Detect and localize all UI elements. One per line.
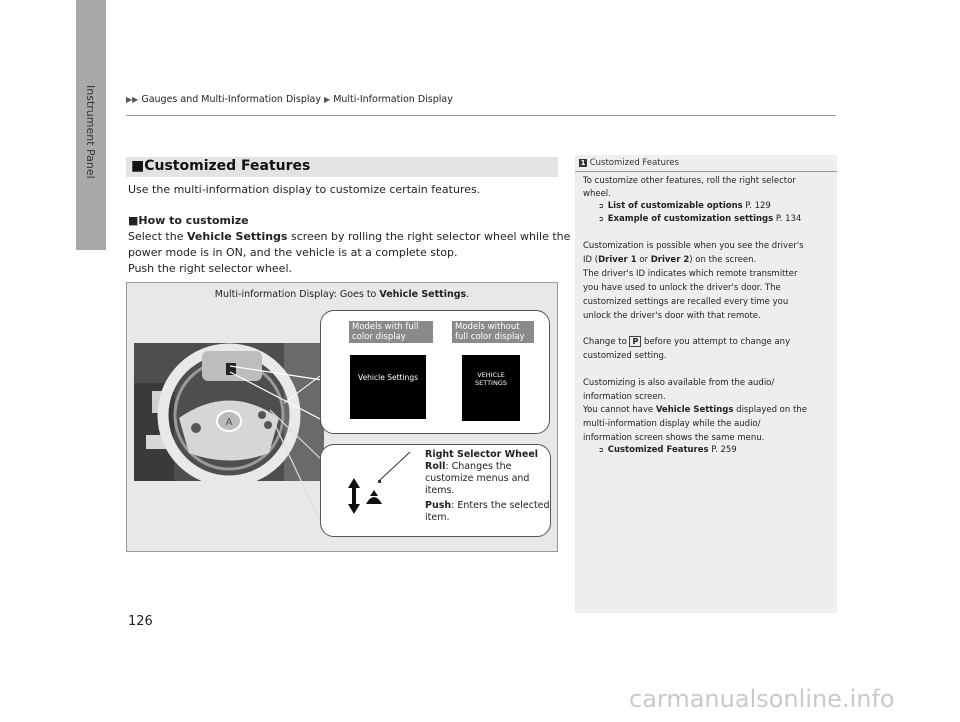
breadcrumb-arrow-icon: ▶	[324, 95, 331, 104]
tag-no-full-color: Models without full color display	[452, 321, 534, 343]
figure-caption: Multi-information Display: Goes to Vehicle Settings.	[214, 289, 470, 300]
body-line-2: power mode is in ON, and the vehicle is at a complete stop.	[128, 246, 458, 259]
square-bullet-icon: ■	[131, 158, 145, 174]
note-line: information screen.	[583, 392, 666, 402]
breadcrumb-item-mid[interactable]: Multi-Information Display	[333, 94, 453, 105]
tag-full-color: Models with full color display	[349, 321, 433, 343]
reference-arrow-icon: ➲	[598, 202, 604, 210]
note-line: wheel.	[583, 189, 611, 199]
intro-text: Use the multi-information display to customize certain features.	[128, 183, 481, 196]
note-line: The driver's ID indicates which remote transmitter	[583, 269, 798, 279]
note-line: multi-information display while the audio/	[583, 419, 761, 429]
note-line: ID (Driver 1 or Driver 2) on the screen.	[583, 255, 757, 265]
note-line: Change to P before you attempt to change any	[583, 337, 791, 347]
notes-header: 1 Customized Features	[580, 158, 679, 168]
note-line: you have used to unlock the driver's door. The	[583, 283, 781, 293]
breadcrumb-arrow-icon: ▶▶	[126, 95, 139, 104]
breadcrumb-item-gauges[interactable]: Gauges and Multi-Information Display	[141, 94, 321, 105]
ref-customizable-options[interactable]: ➲ List of customizable options P. 129	[598, 201, 771, 211]
body-line-1: Select the Vehicle Settings screen by rolling the right selector wheel while the	[128, 230, 571, 243]
reference-arrow-icon: ➲	[598, 215, 604, 223]
selector-wheel-description: Right Selector Wheel Roll: Changes the customize menus and items. Push: Enters the selected item.	[425, 449, 550, 523]
selector-wheel-icon	[340, 450, 430, 520]
ref-customization-example[interactable]: ➲ Example of customization settings P. 134	[598, 214, 802, 224]
note-line: Customizing is also available from the audio/	[583, 378, 775, 388]
note-line: information screen shows the same menu.	[583, 433, 765, 443]
subheading: ■How to customize	[128, 214, 249, 227]
note-line: unlock the driver's door with that remote.	[583, 311, 761, 321]
note-line: To customize other features, roll the right selector	[583, 176, 796, 186]
screen-full-color	[350, 355, 426, 419]
note-line: Customization is possible when you see the driver's	[583, 241, 804, 251]
square-bullet-icon: ■	[128, 214, 139, 227]
screen-no-full-color	[462, 355, 520, 421]
note-icon: 1	[580, 159, 586, 167]
watermark: carmanualsonline.info	[629, 685, 895, 713]
screen-no-full-text: VEHICLE SETTINGS	[474, 371, 507, 387]
note-line: customized setting.	[583, 351, 667, 361]
svg-text:A: A	[225, 417, 233, 428]
section-title: ■Customized Features	[131, 158, 311, 174]
note-line: customized settings are recalled every time you	[583, 297, 789, 307]
ref-customized-features[interactable]: ➲ Customized Features P. 259	[598, 445, 737, 455]
park-key-icon: P	[629, 336, 641, 347]
page-number: 126	[128, 614, 153, 629]
body-line-3: Push the right selector wheel.	[128, 262, 292, 275]
side-tab-label: Instrument Panel	[84, 85, 97, 179]
reference-arrow-icon: ➲	[598, 446, 604, 454]
note-line: You cannot have Vehicle Settings displayed on the	[583, 405, 807, 415]
screen-full-text: Vehicle Settings	[358, 373, 418, 382]
